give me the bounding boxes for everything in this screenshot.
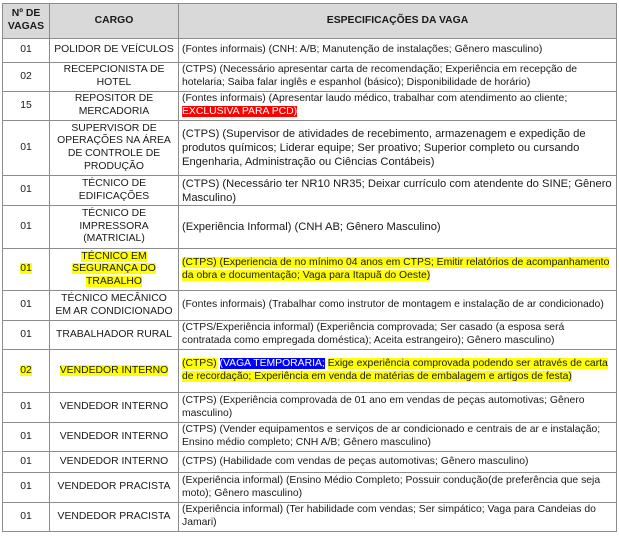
table-row [3, 39, 617, 63]
table-row [3, 92, 617, 121]
vagas-cell: 15 [3, 92, 50, 121]
vagas-cell: 01 [3, 503, 50, 532]
vagas-highlight: 01 [20, 263, 32, 275]
cargo-cell: RECEPCIONISTA DE HOTEL [50, 63, 179, 92]
spec-cell: (Experiência informal) (Ensino Médio Completo; Possuir condução(de preferência que seja moto); Gênero masculino) [179, 473, 617, 503]
vagas-cell: 01 [3, 121, 50, 176]
vagas-cell: 01 [3, 176, 50, 206]
table-row [3, 393, 617, 423]
table-row [3, 63, 617, 92]
cargo-cell: VENDEDOR INTERNO [50, 452, 179, 473]
cargo-cell: VENDEDOR PRACISTA [50, 473, 179, 503]
spec-cell: (CTPS) (Experiência comprovada de 01 ano em vendas de peças automotivas; Gênero masculino) [179, 393, 617, 423]
table-row [3, 176, 617, 206]
header-especificacoes: ESPECIFICAÇÕES DA VAGA [179, 4, 617, 39]
vagas-cell: 01 [3, 473, 50, 503]
cargo-highlight: VENDEDOR INTERNO [59, 364, 169, 376]
vagas-cell: 01 [3, 39, 50, 63]
spec-cell: (CTPS) (Necessário apresentar carta de recomendação; Experiência em recepção de hotelaria; Saiba falar inglês e espanhol (básico); Disponibilidade de horário) [179, 63, 617, 92]
vagas-cell: 02 [3, 63, 50, 92]
spec-cell [179, 249, 617, 291]
cargo-cell: TRABALHADOR RURAL [50, 321, 179, 350]
spec-cell: (Fontes informais) (CNH: A/B; Manutenção de instalações; Gênero masculino) [179, 39, 617, 63]
spec-cell: (CTPS) (Necessário ter NR10 NR35; Deixar currículo com atendente do SINE; Gênero Masculino) [179, 176, 617, 206]
cargo-cell: POLIDOR DE VEÍCULOS [50, 39, 179, 63]
table-row [3, 503, 617, 532]
vagas-cell: 01 [3, 423, 50, 452]
cargo-cell: TÉCNICO DE EDIFICAÇÕES [50, 176, 179, 206]
vagas-cell: 01 [3, 321, 50, 350]
cargo-cell: SUPERVISOR DE OPERAÇÕES NA ÁREA DE CONTROLE DE PRODUÇÃO [50, 121, 179, 176]
spec-cell: (CTPS/Experiência informal) (Experiência comprovada; Ser casado (a esposa será contratada como empregada doméstica); Aceita estrangeiro); Gênero masculino) [179, 321, 617, 350]
vagas-cell: 01 [3, 393, 50, 423]
spec-cell [179, 350, 617, 393]
vagas-cell [3, 249, 50, 291]
vagas-highlight: 02 [20, 364, 32, 376]
vagas-cell: 01 [3, 206, 50, 249]
spec-text: (Fontes informais) (Apresentar laudo médico, trabalhar com atendimento ao cliente; [182, 93, 568, 105]
spec-cell: (Experiência Informal) (CNH AB; Gênero Masculino) [179, 206, 617, 249]
table-header-row [3, 4, 617, 39]
spec-prefix: (CTPS) [182, 358, 217, 370]
cargo-cell: VENDEDOR PRACISTA [50, 503, 179, 532]
cargo-cell: VENDEDOR INTERNO [50, 393, 179, 423]
table-row [3, 206, 617, 249]
spec-cell: (Experiência informal) (Ter habilidade com vendas; Ser simpático; Vaga para Candeias do Jamari) [179, 503, 617, 532]
job-vacancies-table [2, 3, 617, 532]
pcd-exclusive-badge: EXCLUSIVA PARA PCD) [182, 106, 298, 117]
header-cargo: CARGO [50, 4, 179, 39]
vagas-cell: 01 [3, 452, 50, 473]
cargo-cell [50, 350, 179, 393]
spec-highlight: Exige experiência comprovada podendo ser através de carta de recordação; Experiência em venda de matérias de embalagem e artigos de festa) [182, 358, 608, 382]
spec-cell: (CTPS) (Supervisor de atividades de recebimento, armazenagem e expedição de produtos químicos; Liderar equipe; Ser proativo; Superior completo ou cursando Engenharia, Administração ou Ciências Contábeis) [179, 121, 617, 176]
vagas-cell [3, 350, 50, 393]
table-row [3, 249, 617, 291]
temporary-vacancy-badge: (VAGA TEMPORÁRIA; [219, 358, 325, 370]
cargo-highlight: TÉCNICO EM SEGURANÇA DO TRABALHO [72, 250, 156, 287]
table-row [3, 473, 617, 503]
header-vagas: Nº DE VAGAS [3, 4, 50, 39]
spec-highlight: (CTPS) (Experiencia de no mínimo 04 anos em CTPS; Emitir relatórios de acompanhamento da obra e documentação; Vaga para Itapuã do Oeste) [182, 256, 610, 281]
cargo-cell [50, 249, 179, 291]
table-row [3, 291, 617, 321]
table-row [3, 350, 617, 393]
spec-cell: (Fontes informais) (Trabalhar como instrutor de montagem e instalação de ar condicionado) [179, 291, 617, 321]
table-row [3, 452, 617, 473]
spec-cell: (CTPS) (Vender equipamentos e serviços de ar condicionado e centrais de ar e instalação; Ensino médio completo; CNH A/B; Gênero masculino) [179, 423, 617, 452]
table-row [3, 321, 617, 350]
table-row [3, 121, 617, 176]
cargo-cell: TÉCNICO DE IMPRESSORA (MATRICIAL) [50, 206, 179, 249]
cargo-cell: VENDEDOR INTERNO [50, 423, 179, 452]
spec-cell [179, 92, 617, 121]
spec-cell: (CTPS) (Habilidade com vendas de peças automotivas; Gênero masculino) [179, 452, 617, 473]
cargo-cell: REPOSITOR DE MERCADORIA [50, 92, 179, 121]
cargo-cell: TÉCNICO MECÂNICO EM AR CONDICIONADO [50, 291, 179, 321]
table-row [3, 423, 617, 452]
vagas-cell: 01 [3, 291, 50, 321]
